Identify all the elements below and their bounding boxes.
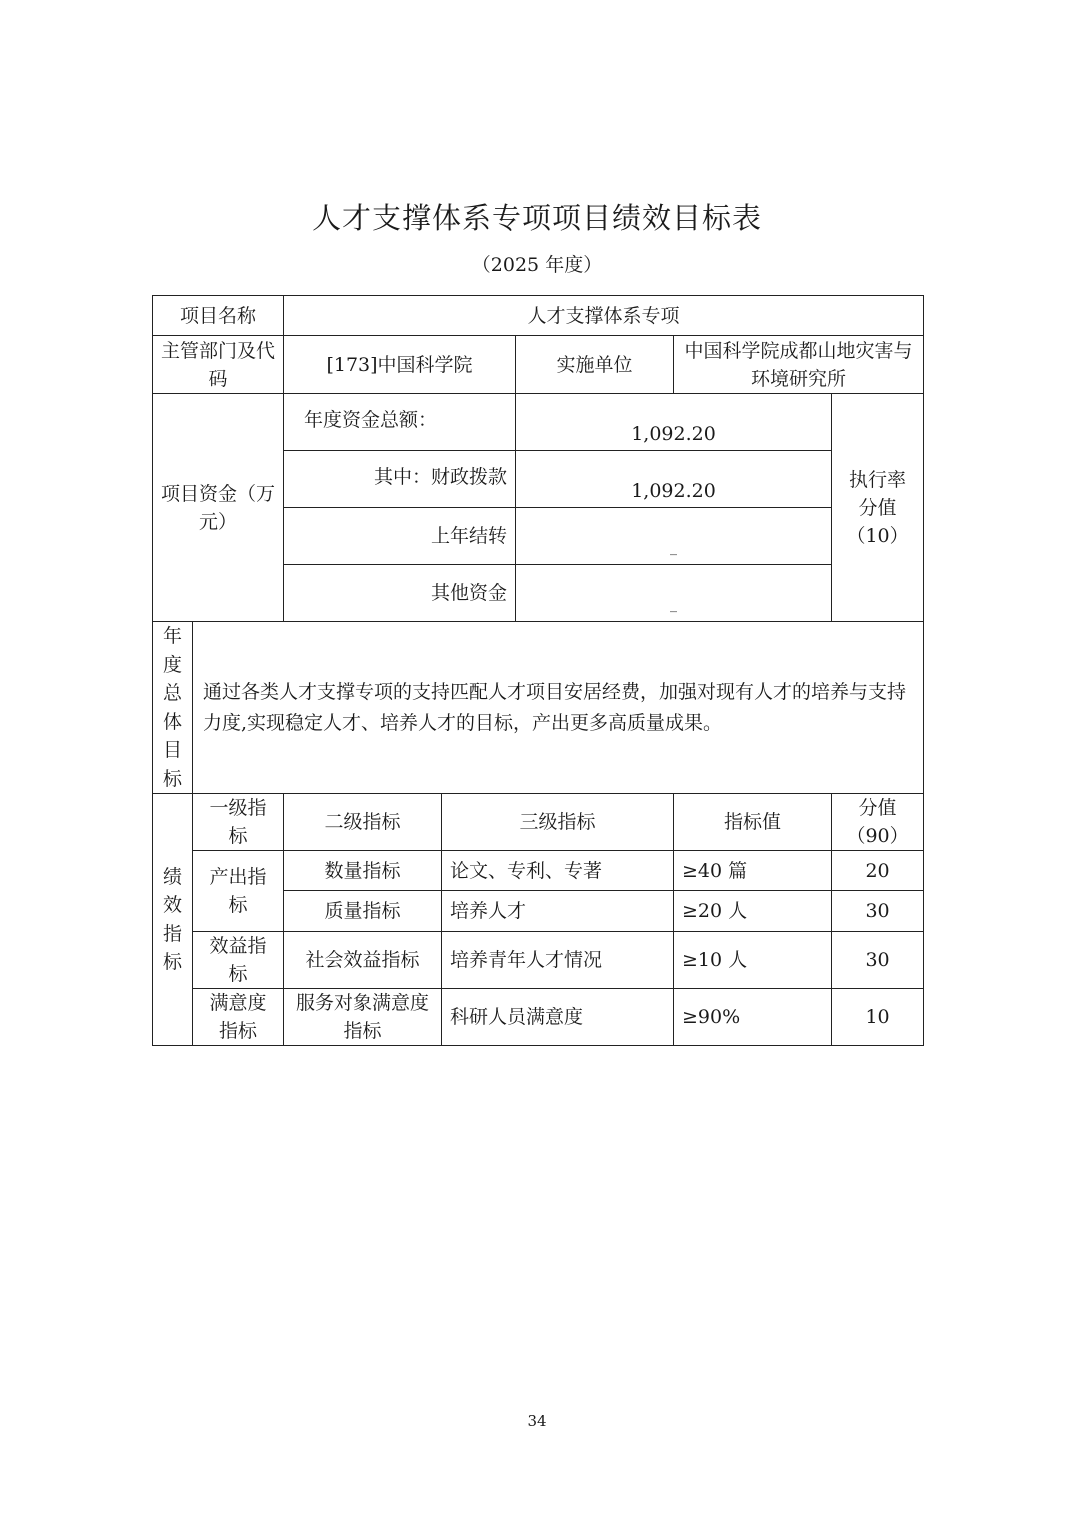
fund-carryover-label: 上年结转: [284, 508, 516, 565]
department-label: 主管部门及代码: [153, 336, 284, 394]
annual-goal-label-cell: [153, 622, 193, 794]
header-level1: 一级指标: [193, 794, 284, 851]
annual-goal-label: 年度总体目标: [162, 625, 182, 790]
indicator-score: 20: [832, 851, 924, 891]
level2-cell: 质量指标: [284, 891, 442, 932]
header-level3: 三级指标: [442, 794, 674, 851]
fund-other-value: _: [516, 565, 832, 622]
project-name-value: 人才支撑体系专项: [284, 296, 924, 336]
indicator-section-cell: [153, 794, 193, 1046]
page-number: 34: [527, 1412, 547, 1430]
indicator-score: 10: [832, 989, 924, 1046]
execution-rate-score: 执行率分值（10）: [832, 394, 924, 622]
level2-cell: 社会效益指标: [284, 932, 442, 989]
fund-fiscal-value: 1,092.20: [516, 451, 832, 508]
implementing-unit-label: 实施单位: [516, 336, 674, 394]
indicator-row: [153, 989, 924, 1046]
indicator-value: ≥90%: [674, 989, 832, 1046]
annual-goal-text: 通过各类人才支撑专项的支持匹配人才项目安居经费，加强对现有人才的培养与支持力度,实现稳定人才、培养人才的目标，产出更多高质量成果。: [193, 622, 924, 794]
fund-fiscal-label: 其中：财政拨款: [284, 451, 516, 508]
level1-satisfaction: 满意度指标: [193, 989, 284, 1046]
level2-cell: 服务对象满意度指标: [284, 989, 442, 1046]
level3-cell: 科研人员满意度: [442, 989, 674, 1046]
fund-total-label: 年度资金总额：: [284, 394, 516, 451]
page-subtitle: （2025 年度）: [471, 254, 603, 276]
level3-cell: 培养青年人才情况: [442, 932, 674, 989]
header-level2: 二级指标: [284, 794, 442, 851]
department-row: [153, 336, 924, 394]
implementing-unit-value: 中国科学院成都山地灾害与环境研究所: [674, 336, 924, 394]
funds-label: 项目资金（万元）: [153, 394, 284, 622]
indicator-row: [153, 851, 924, 891]
level1-output: 产出指标: [193, 851, 284, 932]
project-name-row: [153, 296, 924, 336]
indicator-score: 30: [832, 891, 924, 932]
indicator-score: 30: [832, 932, 924, 989]
page-title: 人才支撑体系专项项目绩效目标表: [311, 201, 762, 235]
fund-carryover-value: _: [516, 508, 832, 565]
level1-benefit: 效益指标: [193, 932, 284, 989]
project-name-label: 项目名称: [153, 296, 284, 336]
fund-other-label: 其他资金: [284, 565, 516, 622]
level2-cell: 数量指标: [284, 851, 442, 891]
level3-cell: 论文、专利、专著: [442, 851, 674, 891]
level3-cell: 培养人才: [442, 891, 674, 932]
indicator-value: ≥40 篇: [674, 851, 832, 891]
department-value: [173]中国科学院: [284, 336, 516, 394]
performance-table: [152, 295, 924, 1046]
indicator-value: ≥10 人: [674, 932, 832, 989]
header-score: 分值（90）: [832, 794, 924, 851]
annual-goal-row: [153, 622, 924, 794]
indicator-value: ≥20 人: [674, 891, 832, 932]
indicator-row: [153, 932, 924, 989]
funds-row-total: [153, 394, 924, 451]
indicator-section-label: 绩效指标: [162, 865, 182, 973]
header-value: 指标值: [674, 794, 832, 851]
indicator-header-row: [153, 794, 924, 851]
fund-total-value: 1,092.20: [516, 394, 832, 451]
